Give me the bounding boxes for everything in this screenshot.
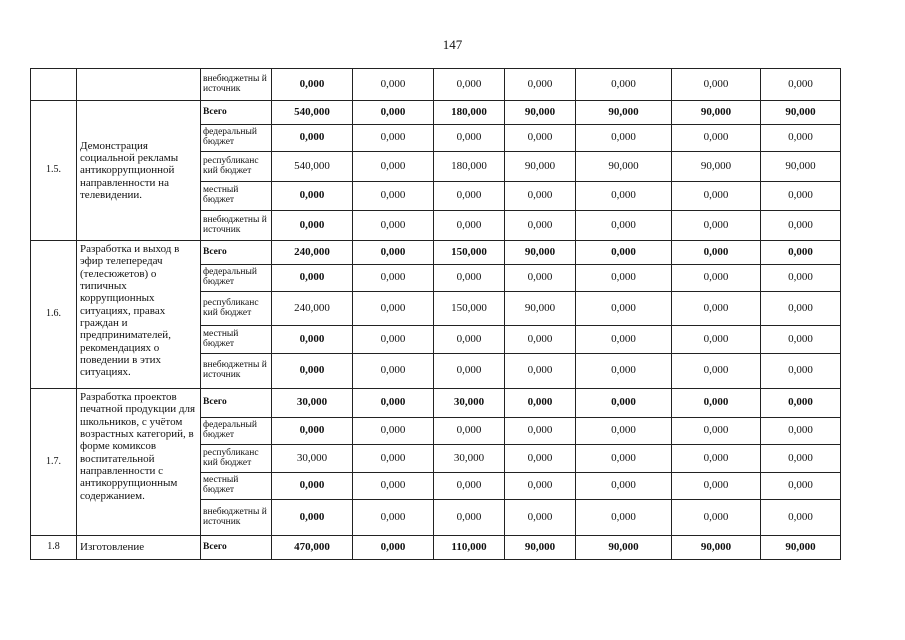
amount-cell: 0,000 — [761, 182, 841, 211]
amount-cell: 90,000 — [505, 292, 576, 326]
item-name — [77, 69, 201, 101]
amount-cell: 30,000 — [434, 445, 505, 473]
amount-cell: 30,000 — [272, 445, 353, 473]
amount-cell: 0,000 — [576, 211, 672, 241]
amount-cell: 0,000 — [505, 125, 576, 152]
amount-cell: 0,000 — [505, 326, 576, 354]
table-row — [31, 389, 841, 418]
item-name: Разработка и выход в эфир телепередач (телесюжетов) о типичных коррупционных ситуациях, правах граждан и предпринимателей, рекомендациях о поведении в этих ситуациях. — [77, 241, 201, 389]
amount-cell: 0,000 — [576, 326, 672, 354]
amount-cell: 0,000 — [434, 473, 505, 500]
funding-source: республиканс кий бюджет — [201, 445, 272, 473]
amount-cell: 0,000 — [672, 211, 761, 241]
amount-cell: 0,000 — [672, 354, 761, 389]
amount-cell: 0,000 — [761, 69, 841, 101]
amount-cell: 0,000 — [272, 500, 353, 536]
funding-source: Всего — [201, 389, 272, 418]
amount-cell: 0,000 — [505, 354, 576, 389]
amount-cell: 0,000 — [761, 473, 841, 500]
amount-cell: 0,000 — [505, 69, 576, 101]
amount-cell: 0,000 — [353, 389, 434, 418]
amount-cell: 30,000 — [272, 389, 353, 418]
amount-cell: 0,000 — [576, 125, 672, 152]
budget-table — [30, 68, 841, 560]
amount-cell: 0,000 — [576, 418, 672, 445]
amount-cell: 90,000 — [761, 536, 841, 560]
amount-cell: 0,000 — [353, 182, 434, 211]
amount-cell: 90,000 — [761, 152, 841, 182]
amount-cell: 0,000 — [434, 265, 505, 292]
amount-cell: 0,000 — [672, 500, 761, 536]
amount-cell: 90,000 — [505, 152, 576, 182]
amount-cell: 0,000 — [576, 265, 672, 292]
amount-cell: 0,000 — [505, 182, 576, 211]
amount-cell: 90,000 — [672, 101, 761, 125]
amount-cell: 0,000 — [272, 69, 353, 101]
amount-cell: 0,000 — [761, 125, 841, 152]
amount-cell: 0,000 — [761, 241, 841, 265]
amount-cell: 0,000 — [272, 265, 353, 292]
amount-cell: 150,000 — [434, 241, 505, 265]
funding-source: внебюджетны й источник — [201, 69, 272, 101]
amount-cell: 90,000 — [576, 152, 672, 182]
amount-cell: 0,000 — [576, 354, 672, 389]
amount-cell: 90,000 — [672, 536, 761, 560]
item-name: Разработка проектов печатной продукции для школьников, с учётом возрастных категорий, в форме комиксов воспитательной направленности с антикоррупционным содержанием. — [77, 389, 201, 536]
item-index: 1.7. — [31, 389, 77, 536]
amount-cell: 0,000 — [505, 211, 576, 241]
funding-source: федеральный бюджет — [201, 265, 272, 292]
item-index: 1.5. — [31, 101, 77, 241]
amount-cell: 0,000 — [353, 536, 434, 560]
amount-cell: 0,000 — [353, 265, 434, 292]
amount-cell: 0,000 — [576, 241, 672, 265]
amount-cell: 0,000 — [576, 473, 672, 500]
amount-cell: 0,000 — [761, 500, 841, 536]
amount-cell: 0,000 — [434, 125, 505, 152]
item-index: 1.6. — [31, 241, 77, 389]
item-index: 1.8 — [31, 536, 77, 560]
funding-source: Всего — [201, 101, 272, 125]
amount-cell: 470,000 — [272, 536, 353, 560]
amount-cell: 0,000 — [272, 326, 353, 354]
amount-cell: 0,000 — [272, 473, 353, 500]
amount-cell: 0,000 — [272, 182, 353, 211]
funding-source: внебюджетны й источник — [201, 354, 272, 389]
amount-cell: 0,000 — [576, 389, 672, 418]
amount-cell: 90,000 — [505, 241, 576, 265]
amount-cell: 0,000 — [505, 473, 576, 500]
amount-cell: 0,000 — [576, 445, 672, 473]
amount-cell: 0,000 — [576, 69, 672, 101]
amount-cell: 0,000 — [672, 182, 761, 211]
amount-cell: 0,000 — [672, 69, 761, 101]
funding-source: Всего — [201, 536, 272, 560]
amount-cell: 0,000 — [672, 473, 761, 500]
amount-cell: 540,000 — [272, 152, 353, 182]
amount-cell: 0,000 — [353, 500, 434, 536]
amount-cell: 240,000 — [272, 241, 353, 265]
amount-cell: 0,000 — [353, 292, 434, 326]
amount-cell: 0,000 — [353, 445, 434, 473]
funding-source: республиканс кий бюджет — [201, 292, 272, 326]
amount-cell: 0,000 — [672, 125, 761, 152]
amount-cell: 0,000 — [576, 182, 672, 211]
amount-cell: 0,000 — [761, 389, 841, 418]
amount-cell: 0,000 — [505, 418, 576, 445]
amount-cell: 150,000 — [434, 292, 505, 326]
amount-cell: 0,000 — [576, 500, 672, 536]
amount-cell: 0,000 — [761, 418, 841, 445]
amount-cell: 0,000 — [272, 125, 353, 152]
amount-cell: 0,000 — [505, 500, 576, 536]
table-row — [31, 241, 841, 265]
funding-source: федеральный бюджет — [201, 418, 272, 445]
amount-cell: 0,000 — [672, 326, 761, 354]
item-name: Демонстрация социальной рекламы антикоррупционной направленности на телевидении. — [77, 101, 201, 241]
amount-cell: 0,000 — [672, 241, 761, 265]
amount-cell: 0,000 — [434, 500, 505, 536]
amount-cell: 0,000 — [434, 326, 505, 354]
amount-cell: 0,000 — [353, 418, 434, 445]
amount-cell: 0,000 — [761, 354, 841, 389]
amount-cell: 180,000 — [434, 152, 505, 182]
amount-cell: 0,000 — [672, 265, 761, 292]
item-index — [31, 69, 77, 101]
amount-cell: 0,000 — [761, 211, 841, 241]
amount-cell: 90,000 — [576, 536, 672, 560]
funding-source: республиканс кий бюджет — [201, 152, 272, 182]
amount-cell: 0,000 — [434, 182, 505, 211]
funding-source: местный бюджет — [201, 473, 272, 500]
amount-cell: 0,000 — [272, 354, 353, 389]
page-number: 147 — [442, 37, 463, 52]
amount-cell: 90,000 — [672, 152, 761, 182]
amount-cell: 0,000 — [576, 292, 672, 326]
amount-cell: 0,000 — [353, 473, 434, 500]
amount-cell: 90,000 — [505, 536, 576, 560]
amount-cell: 240,000 — [272, 292, 353, 326]
amount-cell: 0,000 — [505, 389, 576, 418]
table-body — [31, 69, 841, 560]
amount-cell: 0,000 — [272, 418, 353, 445]
item-name: Изготовление — [77, 536, 201, 560]
table-row — [31, 69, 841, 101]
funding-source: местный бюджет — [201, 326, 272, 354]
funding-source: местный бюджет — [201, 182, 272, 211]
amount-cell: 110,000 — [434, 536, 505, 560]
amount-cell: 0,000 — [505, 265, 576, 292]
amount-cell: 0,000 — [434, 69, 505, 101]
amount-cell: 90,000 — [576, 101, 672, 125]
table-row — [31, 101, 841, 125]
amount-cell: 0,000 — [761, 265, 841, 292]
amount-cell: 0,000 — [353, 69, 434, 101]
amount-cell: 0,000 — [353, 354, 434, 389]
amount-cell: 0,000 — [434, 418, 505, 445]
amount-cell: 0,000 — [761, 292, 841, 326]
amount-cell: 90,000 — [761, 101, 841, 125]
amount-cell: 0,000 — [272, 211, 353, 241]
amount-cell: 0,000 — [353, 211, 434, 241]
amount-cell: 0,000 — [353, 152, 434, 182]
amount-cell: 540,000 — [272, 101, 353, 125]
amount-cell: 0,000 — [434, 354, 505, 389]
amount-cell: 0,000 — [761, 326, 841, 354]
amount-cell: 0,000 — [672, 389, 761, 418]
amount-cell: 30,000 — [434, 389, 505, 418]
funding-source: федеральный бюджет — [201, 125, 272, 152]
amount-cell: 0,000 — [761, 445, 841, 473]
table-row — [31, 536, 841, 560]
amount-cell: 0,000 — [353, 241, 434, 265]
amount-cell: 0,000 — [672, 418, 761, 445]
funding-source: внебюджетны й источник — [201, 500, 272, 536]
amount-cell: 0,000 — [434, 211, 505, 241]
amount-cell: 180,000 — [434, 101, 505, 125]
amount-cell: 0,000 — [672, 292, 761, 326]
amount-cell: 0,000 — [353, 125, 434, 152]
amount-cell: 90,000 — [505, 101, 576, 125]
amount-cell: 0,000 — [353, 101, 434, 125]
amount-cell: 0,000 — [672, 445, 761, 473]
amount-cell: 0,000 — [353, 326, 434, 354]
amount-cell: 0,000 — [505, 445, 576, 473]
funding-source: внебюджетны й источник — [201, 211, 272, 241]
funding-source: Всего — [201, 241, 272, 265]
